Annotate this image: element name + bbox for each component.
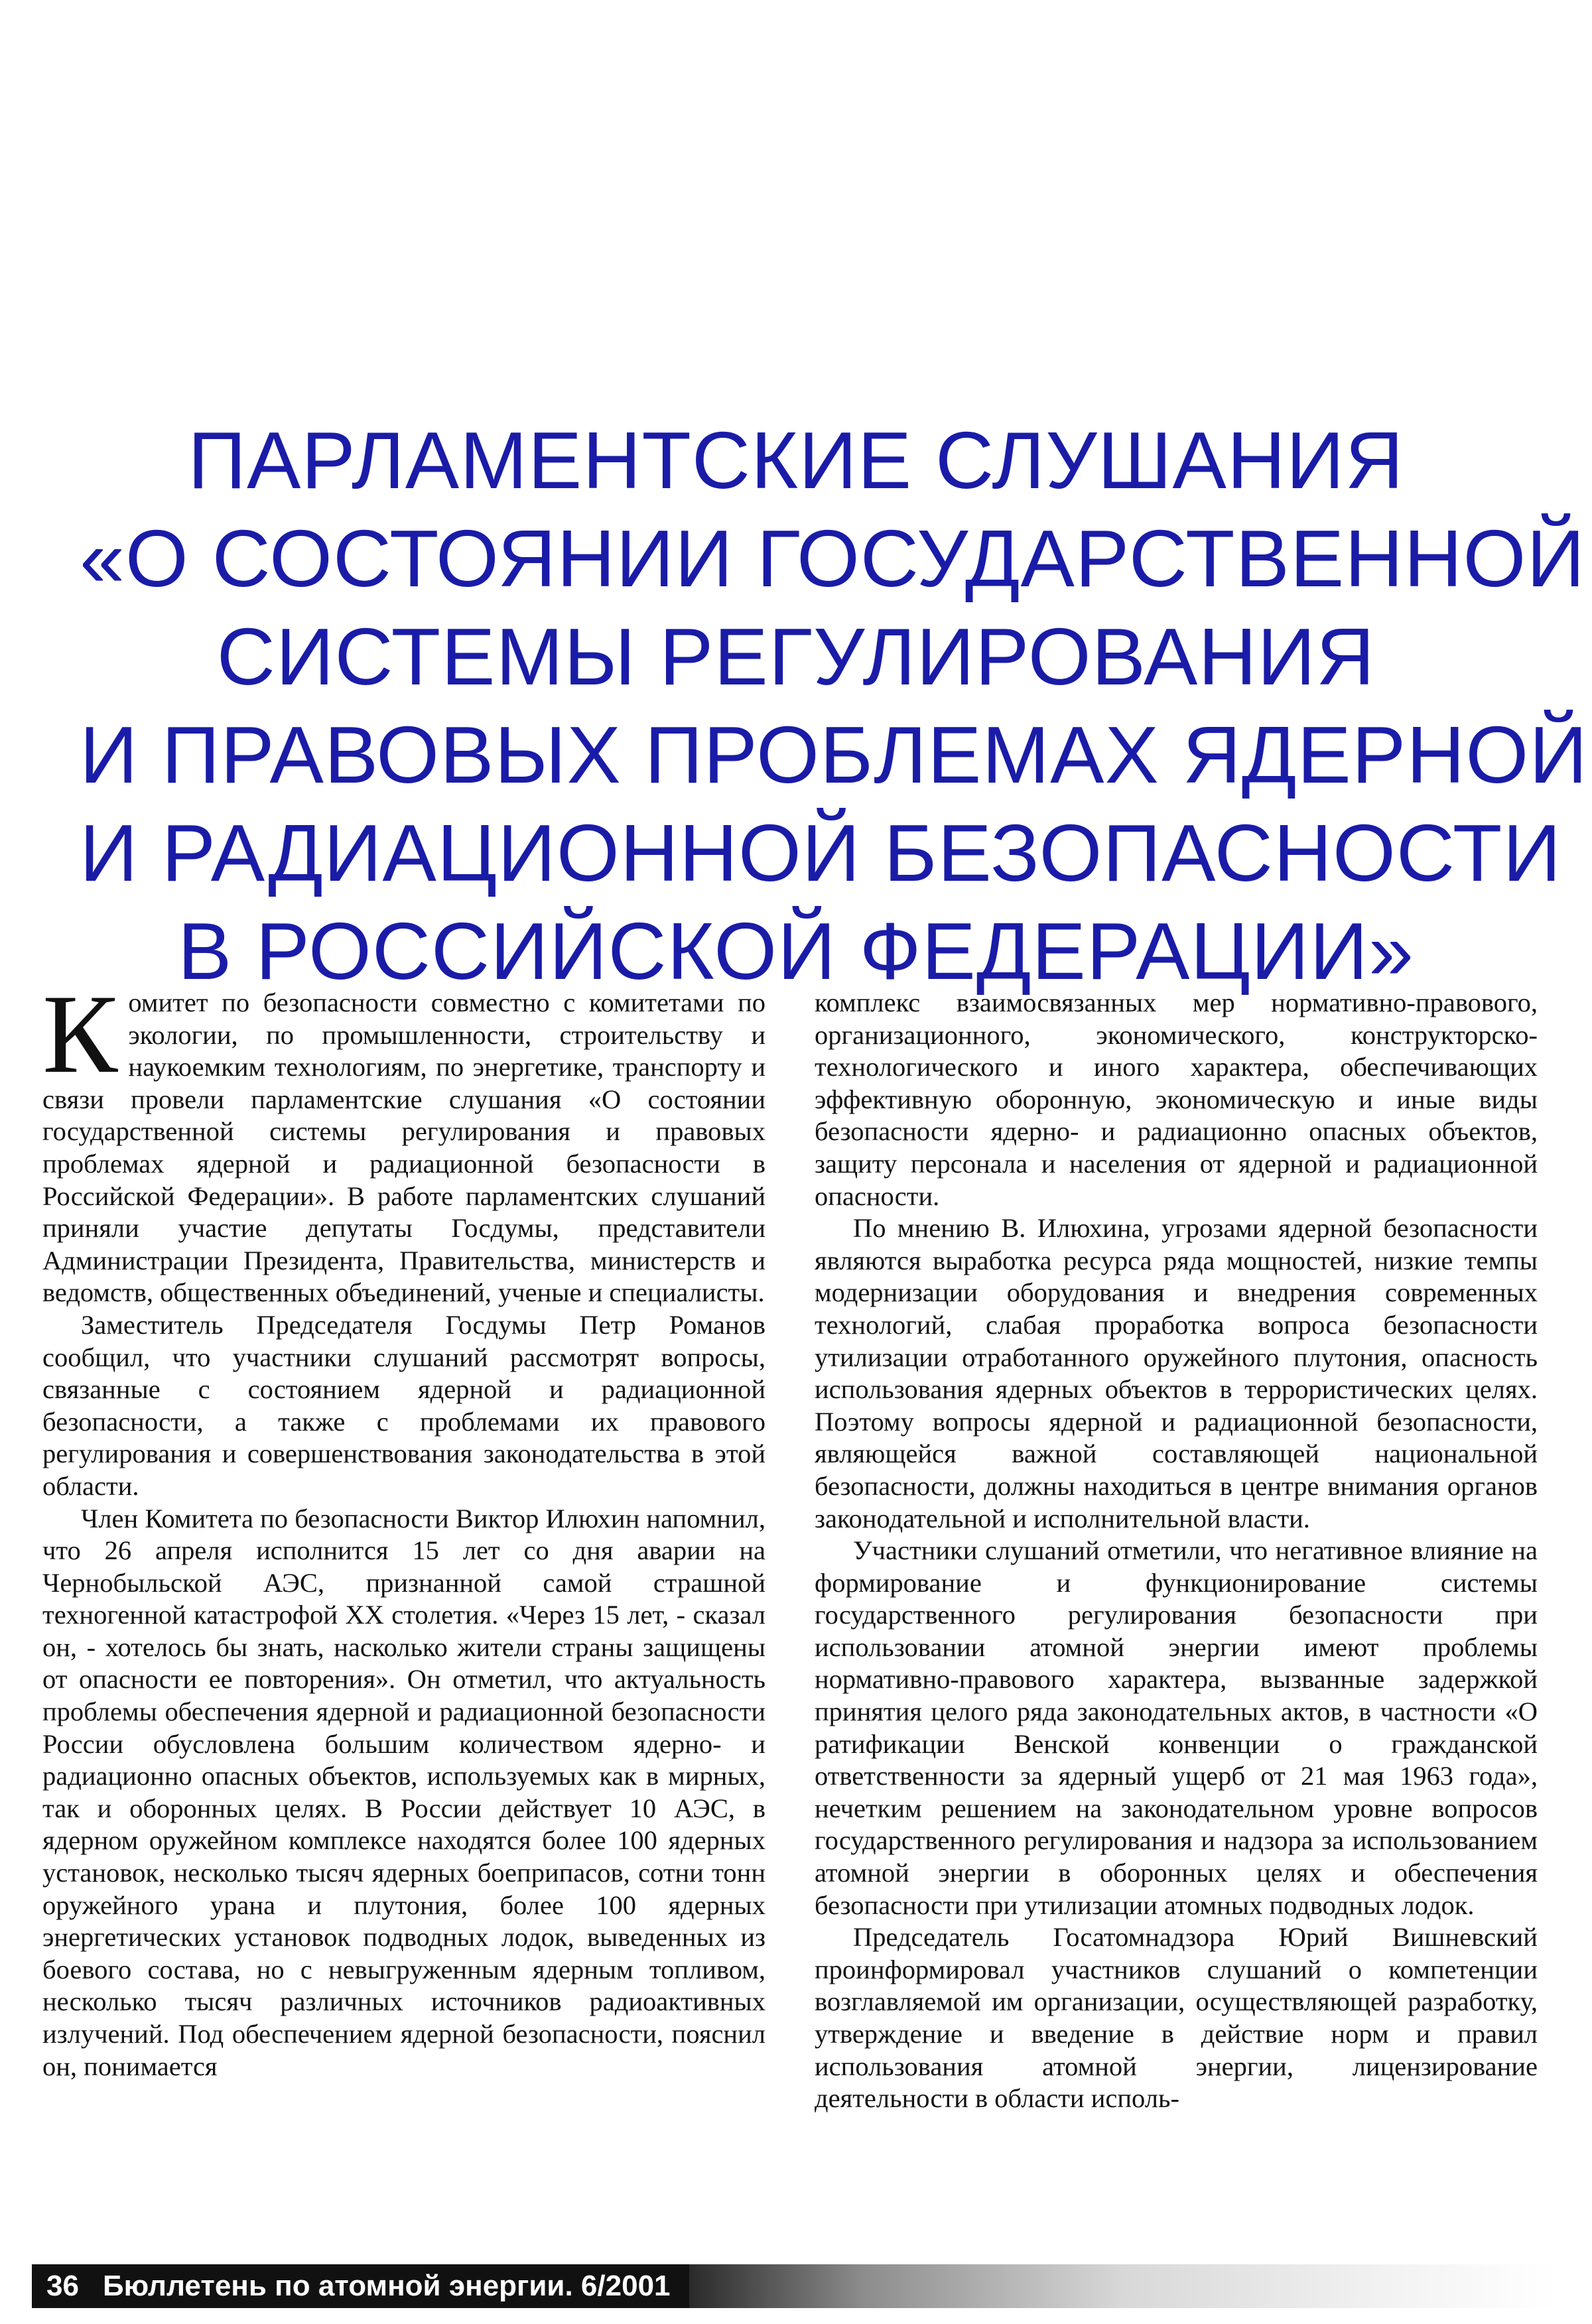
footer-bar — [32, 2264, 689, 2308]
drop-cap: К — [42, 987, 118, 1096]
article-title — [80, 411, 1588, 1000]
publication-name: Бюллетень по атомной энергии. 6/2001 — [102, 2270, 671, 2302]
paragraph-text: омитет по безопасности совместно с комитетами по экологии, по промышленности, строительству и наукоемким технологиям, по энергетике, транспорту и связи провели парламентские слушания «О состоянии государственной системы регулирования и правовых проблемах ядерной и радиационной безопасности в Российской Федерации». В работе парламентских слушаний приняли участие депутаты Госдумы, представители Администрации Президента, Правительства, министерств и ведомств, общественных объединений, ученые и специалисты. — [42, 988, 765, 1308]
footer-gradient — [689, 2264, 1558, 2308]
paragraph: По мнению В. Илюхина, угрозами ядерной безопасности являются выработка ресурса ряда мощностей, низкие темпы модернизации оборудования и внедрения современных технологий, слабая проработка вопроса безопасности утилизации отработанного оружейного плутония, опасность использования ядерных объектов в террористических целях. Поэтому вопросы ядерной и радиационной безопасности, являющейся важной составляющей национальной безопасности, должны находиться в центре внимания органов законодательной и исполнительной власти. — [815, 1213, 1538, 1533]
page-footer — [32, 2264, 1558, 2308]
title-line: В РОССИЙСКОЙ ФЕДЕРАЦИИ» — [178, 905, 1414, 996]
paragraph: Председатель Госатомнадзора Юрий Вишневский проинформировал участников слушаний о компетенции возглавляемой им организации, осуществляющей разработку, утверждение и введение в действие норм и правил использования атомной энергии, лицензирование деятельности в области исполь- — [815, 1922, 1538, 2114]
paragraph — [42, 987, 765, 1309]
page-number: 36 — [46, 2270, 79, 2302]
paragraph: Член Комитета по безопасности Виктор Илюхин напомнил, что 26 апреля исполнится 15 лет со дня аварии на Чернобыльской АЭС, признанной самой страшной техногенной катастрофой XX столетия. «Через 15 лет, - сказал он, - хотелось бы знать, насколько жители страны защищены от опасности ее повторения». Он отметил, что актуальность проблемы обеспечения ядерной и радиационной безопасности России обусловлена большим количеством ядерно- и радиационно опасных объектов, используемых как в мирных, так и оборонных целях. В России действует 10 АЭС, в ядерном оружейном комплексе находятся более 100 ядерных установок, несколько тысяч ядерных боеприпасов, сотни тонн оружейного урана и плутония, более 100 ядерных энергетических установок подводных лодок, выведенных из боевого состава, но с невыгруженным ядерным топливом, несколько тысяч различных источников радиоактивных излучений. Под обеспечением ядерной безопасности, пояснил он, понимается — [42, 1503, 765, 2081]
paragraph: комплекс взаимосвязанных мер нормативно-правового, организационного, экономического, конструкторско-технологического и иного характера, обеспечивающих эффективную оборонную, экономическую и иные виды безопасности ядерно- и радиационно опасных объектов, защиту персонала и населения от ядерной и радиационной опасности. — [815, 988, 1538, 1211]
title-line: «О СОСТОЯНИИ ГОСУДАРСТВЕННОЙ — [80, 513, 1586, 604]
article-column-left — [42, 987, 765, 2260]
title-line: И ПРАВОВЫХ ПРОБЛЕМАХ ЯДЕРНОЙ — [80, 709, 1588, 800]
paragraph: Участники слушаний отметили, что негативное влияние на формирование и функционирование системы государственного регулирования безопасности при использовании атомной энергии имеют проблемы нормативно-правового характера, вызванные задержкой принятия целого ряда законодательных актов, в частности «О ратификации Венской конвенции о гражданской ответственности за ядерный ущерб от 21 мая 1963 года», нечетким решением на законодательном уровне вопросов государственного регулирования и надзора за использованием атомной энергии в оборонных целях и обеспечения безопасности при утилизации атомных подводных лодок. — [815, 1535, 1538, 1920]
paragraph: Заместитель Председателя Госдумы Петр Романов сообщил, что участники слушаний рассмотрят вопросы, связанные с состоянием ядерной и радиационной безопасности, а также с проблемами их правового регулирования и совершенствования законодательства в этой области. — [42, 1309, 765, 1501]
title-line: И РАДИАЦИОННОЙ БЕЗОПАСНОСТИ — [80, 807, 1562, 898]
title-line: ПАРЛАМЕНТСКИЕ СЛУШАНИЯ — [188, 415, 1404, 505]
title-line: СИСТЕМЫ РЕГУЛИРОВАНИЯ — [216, 611, 1376, 702]
article-column-right — [815, 987, 1538, 2260]
